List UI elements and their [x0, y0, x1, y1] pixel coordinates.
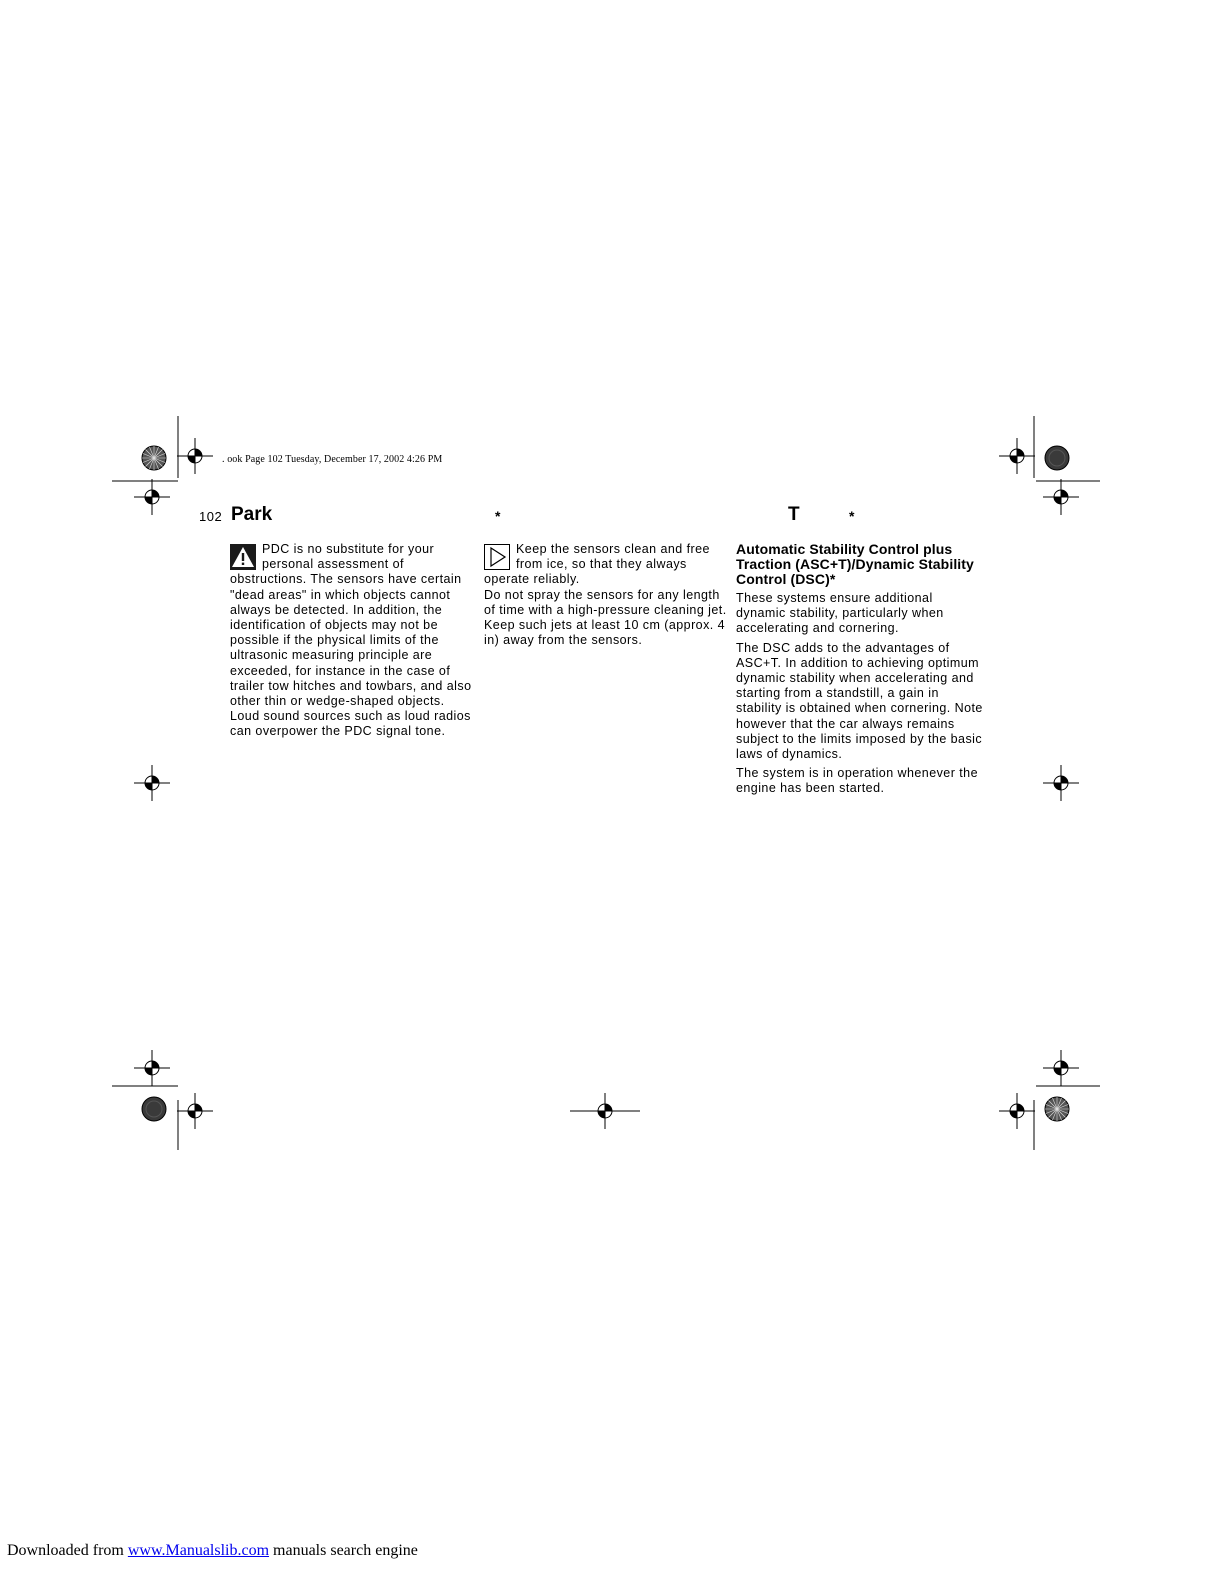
column-sensor-care — [484, 542, 732, 648]
running-title-star1: * — [495, 508, 501, 524]
running-title-part2: T — [788, 504, 800, 525]
column-stability-control — [736, 542, 986, 801]
sensor-spray-text: Do not spray the sensors for any length of time with a high-pressure cleaning jet. Keep such jets at least 10 cm (approx. 4 in) away from the sensors. — [484, 587, 727, 648]
footer-suffix: manuals search engine — [269, 1542, 418, 1559]
note-arrow-icon — [484, 544, 510, 570]
printer-info: . ook Page 102 Tuesday, December 17, 2002 4:26 PM — [222, 454, 443, 465]
manualslib-link[interactable]: www.Manualslib.com — [127, 1542, 270, 1559]
footer-prefix: Downloaded from — [7, 1542, 128, 1559]
pdc-warning-text: PDC is no substitute for your personal assessment of obstructions. The sensors have certain "dead areas" in which objects cannot always be detected. In addition, the identification of objects may not be possible if the physical limits of the ultrasonic measuring principle are exceeded, for instance in the case of trailer tow hitches and towbars, and also other thin or wedge-shaped objects. — [230, 542, 472, 709]
stability-intro-text: These systems ensure additional dynamic stability, particularly when accelerating and cornering. — [736, 591, 944, 636]
running-title-part1: Park — [231, 504, 273, 525]
pdc-signal-text: Loud sound sources such as loud radios can overpower the PDC signal tone. — [230, 709, 471, 739]
download-footer — [7, 1542, 418, 1560]
dsc-advantages-text: The DSC adds to the advantages of ASC+T. In addition to achieving optimum dynamic stability when accelerating and starting from a standstill, a gain in stability is obtained when cornering. Note however that the car always remains subject to the limits imposed by the basic laws of dynamics. — [736, 640, 983, 762]
column-pdc-warning — [230, 542, 480, 740]
sensor-clean-text: Keep the sensors clean and free from ice, so that they always operate reliably. — [484, 542, 710, 587]
page-number: 102 — [199, 509, 223, 524]
section-title: Automatic Stability Control plus Traction (ASC+T)/Dynamic Stability Control (DSC)* — [736, 541, 974, 587]
warning-triangle-icon — [230, 544, 256, 570]
running-title-star2: * — [849, 508, 855, 524]
system-operation-text: The system is in operation whenever the engine has been started. — [736, 766, 978, 796]
